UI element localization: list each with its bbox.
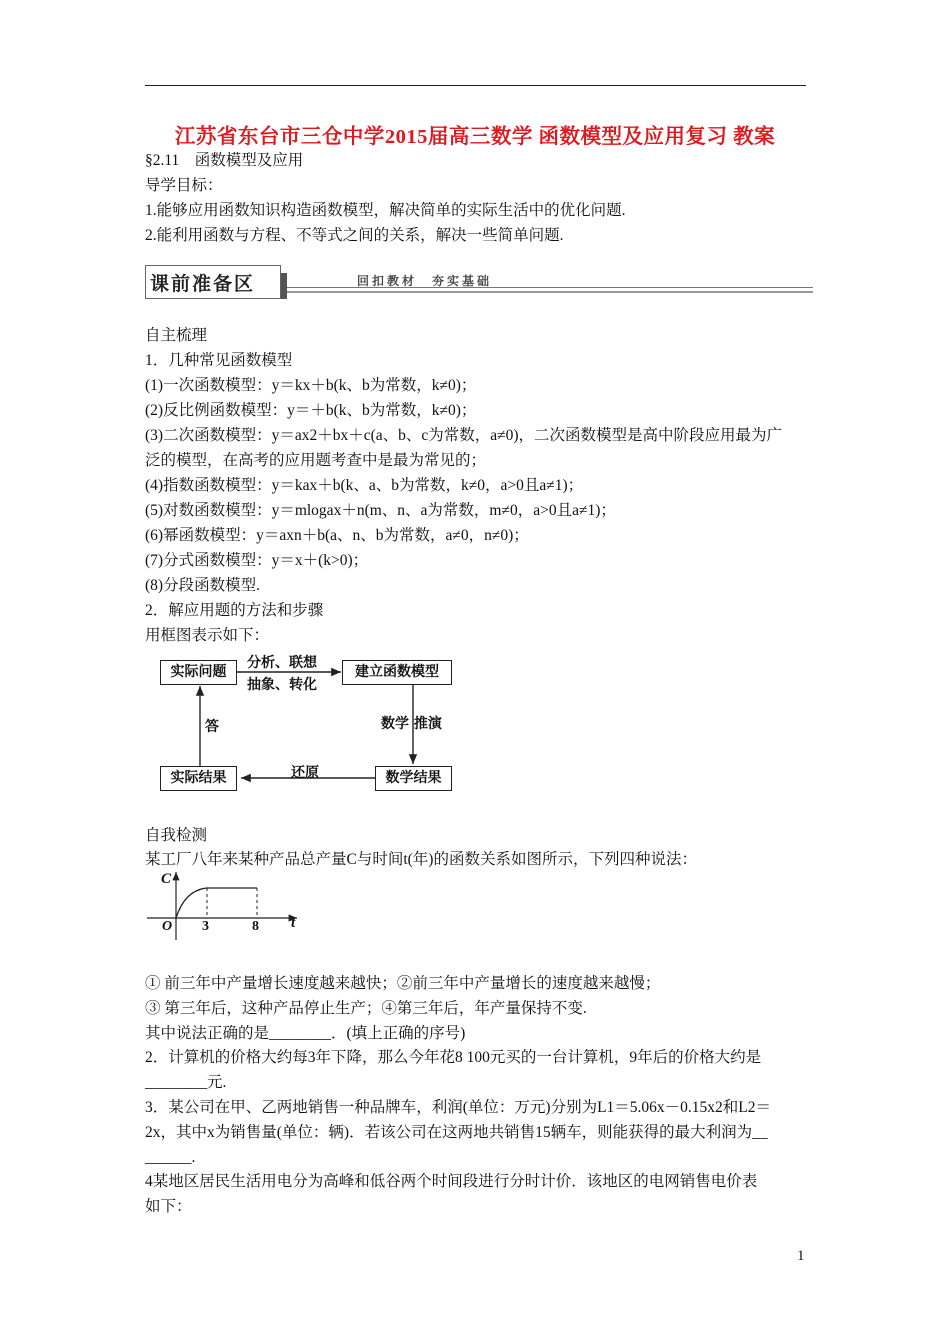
banner-box xyxy=(145,265,281,299)
model-line: (3)二次函数模型：y＝ax2＋bx＋c(a、b、c为常数，a≠0)，二次函数模型是高中阶段应用最为广 xyxy=(145,427,783,444)
page-number: 1 xyxy=(797,1248,805,1264)
model-line: 泛的模型，在高考的应用题考查中是最为常见的； xyxy=(145,452,487,469)
section-banner xyxy=(145,265,813,301)
origin-label: O xyxy=(162,919,173,934)
question-1-options: ③ 第三年后，这种产品停止生产；④第三年后，年产量保持不变. xyxy=(145,1000,587,1017)
question-1-ask: 其中说法正确的是________．(填上正确的序号) xyxy=(145,1025,466,1042)
header-rule xyxy=(145,85,806,86)
label-analyze: 分析、联想 xyxy=(247,655,317,671)
goal-item: 2.能利用函数与方程、不等式之间的关系，解决一些简单问题. xyxy=(145,227,564,244)
x-axis-label: t xyxy=(291,915,296,931)
flowchart xyxy=(145,650,465,800)
question-1-intro: 某工厂八年来某种产品总产量C与时间t(年)的函数关系如图所示，下列四种说法： xyxy=(145,851,697,868)
question-1-options: ① 前三年中产量增长速度越来越快；②前三年中产量增长的速度越来越慢； xyxy=(145,975,661,992)
review-item-title: 1．几种常见函数模型 xyxy=(145,352,293,369)
review-heading: 自主梳理 xyxy=(145,327,208,344)
review-item-title: 2．解应用题的方法和步骤 xyxy=(145,602,324,619)
flow-intro: 用框图表示如下： xyxy=(145,627,270,644)
label-restore: 还原 xyxy=(291,765,319,781)
question-3: ______. xyxy=(145,1149,196,1166)
box-real-result: 实际结果 xyxy=(160,766,237,791)
y-axis-label: C xyxy=(161,871,172,887)
banner-label: 课前准备区 xyxy=(150,273,256,295)
box-build-model: 建立函数模型 xyxy=(342,660,452,685)
model-line: (8)分段函数模型. xyxy=(145,577,260,594)
question-2: ________元. xyxy=(145,1074,227,1091)
banner-bar xyxy=(281,273,287,299)
section-heading: §2.11 函数模型及应用 xyxy=(145,152,304,169)
selfcheck-heading: 自我检测 xyxy=(145,827,208,844)
label-abstract: 抽象、转化 xyxy=(247,677,317,693)
banner-rule-thick xyxy=(287,291,813,293)
label-answer: 答 xyxy=(205,719,219,735)
box-math-result: 数学结果 xyxy=(375,766,452,791)
production-curve xyxy=(176,888,257,918)
model-line: (4)指数函数模型：y＝kax＋b(k、a、b为常数，k≠0，a>0且a≠1)； xyxy=(145,477,584,494)
question-3: 2x，其中x为销售量(单位：辆)．若该公司在这两地共销售15辆车，则能获得的最大利润为__ xyxy=(145,1124,768,1141)
banner-subtitle: 回扣教材 夯实基础 xyxy=(357,274,493,288)
tick-8: 8 xyxy=(252,919,259,934)
model-line: (1)一次函数模型：y＝kx＋b(k、b为常数，k≠0)； xyxy=(145,377,477,394)
question-4: 如下： xyxy=(145,1198,192,1215)
model-line: (2)反比例函数模型：y＝＋b(k、b为常数，k≠0)； xyxy=(145,402,477,419)
model-line: (5)对数函数模型：y＝mlogax＋n(m、n、a为常数，m≠0，a>0且a≠1)； xyxy=(145,502,616,519)
goal-item: 1.能够应用函数知识构造函数模型，解决简单的实际生活中的优化问题. xyxy=(145,202,626,219)
question-3: 3．某公司在甲、乙两地销售一种品牌车，利润(单位：万元)分别为L1＝5.06x－0.15x2和L2＝ xyxy=(145,1099,772,1116)
goals-heading: 导学目标： xyxy=(145,177,223,194)
box-real-problem: 实际问题 xyxy=(160,660,237,685)
question-4: 4某地区居民生活用电分为高峰和低谷两个时间段进行分时计价．该地区的电网销售电价表 xyxy=(145,1173,758,1190)
question-2: 2．计算机的价格大约每3年下降，那么今年花8 100元买的一台计算机，9年后的价格大约是 xyxy=(145,1049,762,1066)
label-deduce: 数学 推演 xyxy=(381,716,442,732)
model-line: (6)幂函数模型：y＝axn＋b(a、n、b为常数，a≠0，n≠0)； xyxy=(145,527,529,544)
page-title: 江苏省东台市三仓中学2015届高三数学 函数模型及应用复习 教案 xyxy=(174,126,776,148)
tick-3: 3 xyxy=(202,919,209,934)
production-graph xyxy=(145,868,315,948)
model-line: (7)分式函数模型：y＝x＋(k>0)； xyxy=(145,552,369,569)
